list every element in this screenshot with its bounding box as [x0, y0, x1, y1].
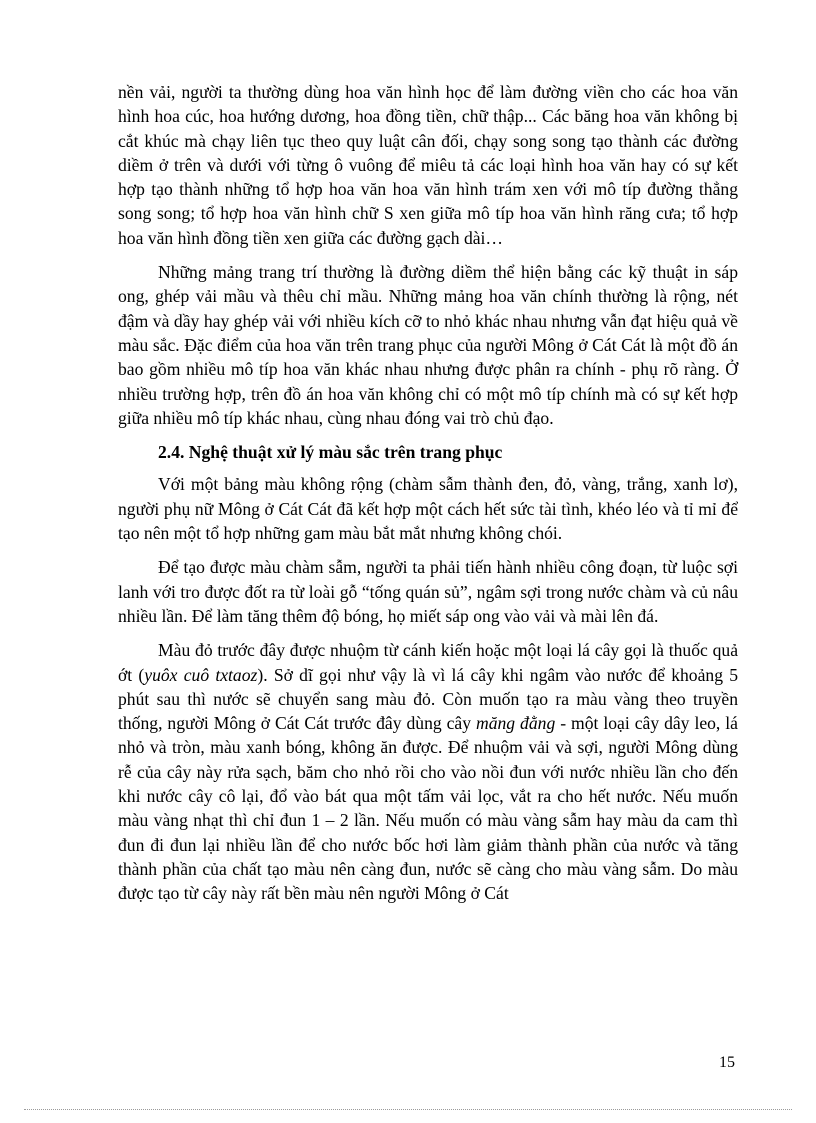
paragraph-continued-pattern-borders: nền vải, người ta thường dùng hoa văn hình học để làm đường viền cho các hoa văn hình hoa cúc, hoa hướng dương, hoa đồng tiền, chữ thập... Các băng hoa văn không bị cắt khúc mà chạy liên tục theo quy luật cân đối, chạy song song tạo thành các đường diềm ở trên và dưới với từng ô vuông để miêu tả các loại hình hoa văn hay có sự kết hợp tạo thành những tổ hợp hoa văn hoa văn hình trám xen với mô típ đường thẳng song song; tổ hợp hoa văn hình chữ S xen giữa mô típ hoa văn hình răng cưa; tổ hợp hoa văn hình đồng tiền xen giữa các đường gạch dài… [118, 82, 738, 248]
page-number: 15 [719, 1054, 735, 1071]
paragraph-indigo-dye: Để tạo được màu chàm sẫm, người ta phải tiến hành nhiều công đoạn, từ luộc sợi lanh với tro được đốt ra từ loài gỗ “tống quán sủ”, ngâm sợi trong nước chàm và củ nâu nhiều lần. Để làm tăng thêm độ bóng, họ miết sáp ong vào vải và mài lên đá. [118, 557, 738, 626]
paragraph-text-segment: - một loại cây dây leo, lá nhỏ và tròn, màu xanh bóng, không ăn được. Để nhuộm vải và sợi, người Mông dùng rễ của cây này rửa sạch, băm cho nhỏ rồi cho vào nồi đun với nước nhiều lần cho đến khi nước cây cô lại, đổ vào bát qua một tấm vải lọc, vắt ra cho hết nước. Nếu muốn màu vàng nhạt thì chỉ đun 1 – 2 lần. Nếu muốn có màu vàng sẫm hay màu da cam thì đun đi đun lại nhiều lần để cho nước bốc hơi làm giảm thành phần của nước và tăng thành phần của chất tạo màu nên càng đun, nước sẽ càng cho màu vàng sẫm. Do màu được tạo từ cây này rất bền màu nên người Mông ở Cát [118, 713, 738, 904]
paragraph-red-yellow-dye [118, 638, 738, 905]
paragraph-decorative-panels: Những mảng trang trí thường là đường diềm thể hiện bằng các kỹ thuật in sáp ong, ghép vải mầu và thêu chỉ mầu. Những mảng hoa văn chính thường là rộng, nét đậm và dầy hay ghép vải với nhiều kích cỡ to nhỏ khác nhau nhưng vẫn đạt hiệu quả về màu sắc. Đặc điểm của hoa văn trên trang phục của người Mông ở Cát Cát là một đồ án bao gồm nhiều mô típ hoa văn khác nhau nhưng được phân ra chính - phụ rõ ràng. Ở nhiều trường hợp, trên đồ án hoa văn không chỉ có một mô típ chính mà có sự kết hợp giữa nhiều mô típ khác nhau, cùng nhau đóng vai trò chủ đạo. [118, 262, 738, 428]
paragraph-color-palette: Với một bảng màu không rộng (chàm sẫm thành đen, đỏ, vàng, trắng, xanh lơ), người phụ nữ Mông ở Cát Cát đã kết hợp một cách hết sức tài tình, khéo léo và tỉ mỉ để tạo nên một tổ hợp những gam màu bắt mắt nhưng không chói. [118, 474, 738, 544]
paragraph-text-segment: Màu đỏ trước đây được nhuộm từ cánh kiến hoặc một loại lá cây gọi là thuốc quả ớt ( [118, 640, 738, 685]
italic-term-hmong-name: yuôx cuô txtaoz [144, 664, 258, 685]
italic-term-plant-name: măng đằng [476, 713, 556, 734]
document-body [118, 80, 738, 916]
section-heading-color-art: 2.4. Nghệ thuật xử lý màu sắc trên trang phục [158, 442, 503, 463]
footer-dotted-rule [24, 1109, 792, 1110]
paragraph-text-segment: ). Sở dĩ gọi như vậy là vì lá cây khi ngâm vào nước để khoảng 5 phút sau thì nước sẽ chuyển sang màu đỏ. Còn muốn tạo ra màu vàng theo truyền thống, người Mông ở Cát Cát trước đây dùng cây [118, 664, 739, 734]
